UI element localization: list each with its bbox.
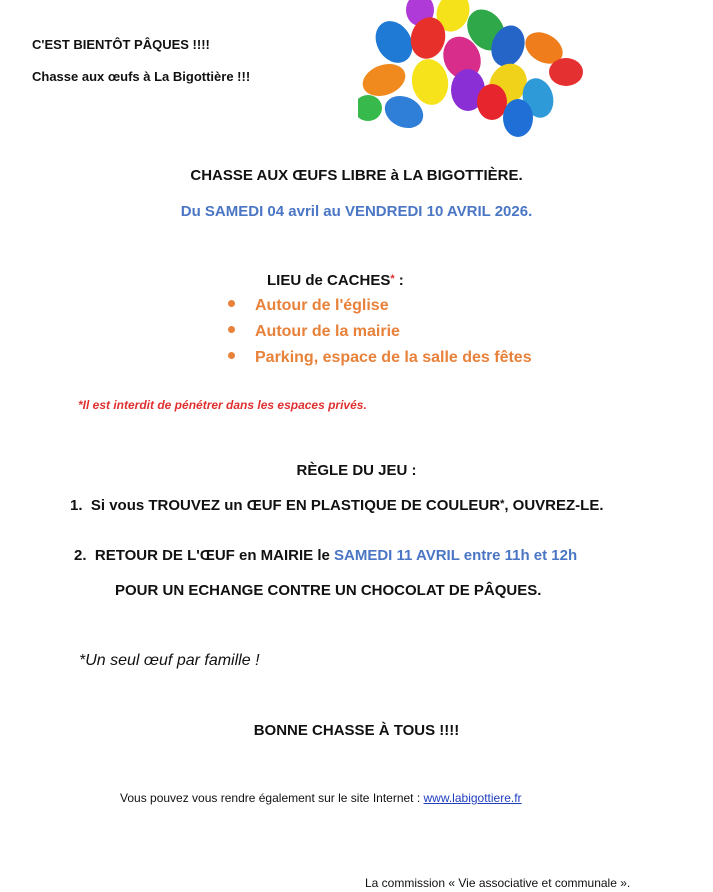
website-link[interactable]: www.labigottiere.fr — [423, 791, 522, 805]
bullet-icon — [228, 352, 235, 359]
location-text: Autour de la mairie — [255, 323, 400, 340]
commission-signature: La commission « Vie associative et communale ». — [365, 876, 631, 890]
locations-heading — [267, 272, 404, 289]
event-title: CHASSE AUX ŒUFS LIBRE à LA BIGOTTIÈRE. — [190, 167, 523, 184]
locations-asterisk: * — [390, 273, 395, 285]
location-item — [228, 349, 532, 367]
location-item — [228, 323, 400, 341]
easter-eggs-image — [358, 0, 588, 138]
website-line — [120, 791, 522, 805]
egg-shapes — [358, 0, 583, 137]
rule-2-continuation: POUR UN ECHANGE CONTRE UN CHOCOLAT DE PÂQUES. — [115, 582, 542, 599]
bullet-icon — [228, 300, 235, 307]
rule-1-end: , OUVREZ-LE. — [504, 497, 604, 514]
locations-colon: : — [394, 272, 404, 289]
location-text: Autour de l'église — [255, 297, 389, 314]
bullet-icon — [228, 326, 235, 333]
rule-2-text: RETOUR DE L'ŒUF en MAIRIE le — [94, 547, 335, 564]
rule-1-text: Si vous TROUVEZ un ŒUF EN PLASTIQUE DE COULEUR — [90, 497, 501, 514]
location-item — [228, 297, 389, 315]
event-dates: Du SAMEDI 04 avril au VENDREDI 10 AVRIL 2026. — [180, 203, 533, 220]
website-text: Vous pouvez vous rendre également sur le site Internet : — [120, 791, 424, 805]
rule-2-number: 2. — [74, 547, 87, 564]
rule-1 — [70, 497, 604, 514]
closing-message: BONNE CHASSE À TOUS !!!! — [253, 722, 460, 739]
locations-label: LIEU de CACHES — [267, 272, 391, 289]
rule-2 — [74, 547, 577, 564]
rule-1-number: 1. — [70, 497, 83, 514]
header-line-1: C'EST BIENTÔT PÂQUES !!!! — [32, 37, 210, 52]
rule-1-asterisk: * — [500, 498, 505, 510]
one-egg-note: *Un seul œuf par famille ! — [79, 652, 260, 669]
rule-2-date: SAMEDI 11 AVRIL entre 11h et 12h — [334, 547, 578, 564]
header-line-2: Chasse aux œufs à La Bigottière !!! — [32, 69, 251, 84]
private-space-note: *Il est interdit de pénétrer dans les espaces privés. — [78, 398, 367, 412]
location-text: Parking, espace de la salle des fêtes — [255, 349, 532, 366]
rules-title: RÈGLE DU JEU : — [296, 462, 417, 479]
